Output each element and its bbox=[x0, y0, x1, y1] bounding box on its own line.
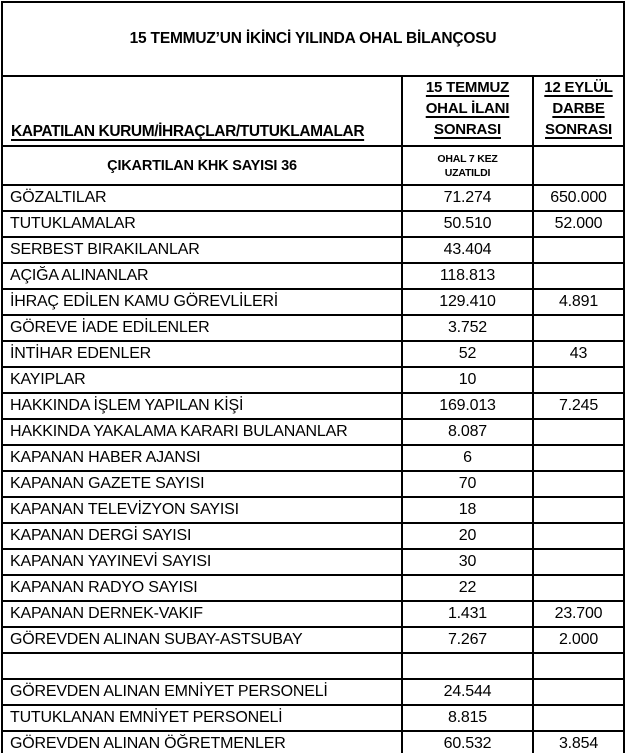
table-row bbox=[2, 237, 624, 263]
value-after-coup: 23.700 bbox=[533, 601, 624, 627]
table-row bbox=[2, 263, 624, 289]
table-row bbox=[2, 679, 624, 705]
value-after-coup bbox=[533, 497, 624, 523]
row-label: HAKKINDA İŞLEM YAPILAN KİŞİ bbox=[2, 393, 402, 419]
row-label: TUTUKLAMALAR bbox=[2, 211, 402, 237]
row-label: KAYIPLAR bbox=[2, 367, 402, 393]
header-after-ohal-line2: OHAL İLANI bbox=[425, 100, 510, 117]
table-row bbox=[2, 705, 624, 731]
row-label: İHRAÇ EDİLEN KAMU GÖREVLİLERİ bbox=[2, 289, 402, 315]
value-after-ohal: 20 bbox=[402, 523, 533, 549]
value-after-coup bbox=[533, 445, 624, 471]
table-body bbox=[2, 185, 624, 753]
value-after-ohal: 8.087 bbox=[402, 419, 533, 445]
row-label: GÖREVDEN ALINAN ÖĞRETMENLER bbox=[2, 731, 402, 753]
table-row bbox=[2, 341, 624, 367]
table-row bbox=[2, 471, 624, 497]
table-row bbox=[2, 289, 624, 315]
value-after-ohal: 10 bbox=[402, 367, 533, 393]
header-after-coup-line1: 12 EYLÜL bbox=[544, 79, 613, 96]
subheader-after-ohal-cell bbox=[402, 146, 533, 185]
value-after-coup bbox=[533, 653, 624, 679]
value-after-coup: 3.854 bbox=[533, 731, 624, 753]
row-label: KAPANAN DERNEK-VAKIF bbox=[2, 601, 402, 627]
table-row bbox=[2, 445, 624, 471]
value-after-ohal: 7.267 bbox=[402, 627, 533, 653]
value-after-coup bbox=[533, 315, 624, 341]
subheader-after-coup-cell bbox=[533, 146, 624, 185]
value-after-coup: 4.891 bbox=[533, 289, 624, 315]
value-after-ohal: 169.013 bbox=[402, 393, 533, 419]
value-after-coup: 2.000 bbox=[533, 627, 624, 653]
table-row bbox=[2, 185, 624, 211]
table-row bbox=[2, 731, 624, 753]
value-after-coup bbox=[533, 471, 624, 497]
row-label: GÖREVE İADE EDİLENLER bbox=[2, 315, 402, 341]
value-after-ohal: 129.410 bbox=[402, 289, 533, 315]
value-after-ohal: 70 bbox=[402, 471, 533, 497]
row-label: GÖREVDEN ALINAN SUBAY-ASTSUBAY bbox=[2, 627, 402, 653]
value-after-coup bbox=[533, 705, 624, 731]
row-label: KAPANAN GAZETE SAYISI bbox=[2, 471, 402, 497]
row-label: GÖREVDEN ALINAN EMNİYET PERSONELİ bbox=[2, 679, 402, 705]
subheader-ohal-line2: UZATILDI bbox=[444, 166, 491, 179]
column-header-row bbox=[2, 76, 624, 146]
table-row bbox=[2, 393, 624, 419]
table-row bbox=[2, 367, 624, 393]
row-label: KAPANAN RADYO SAYISI bbox=[2, 575, 402, 601]
value-after-ohal: 50.510 bbox=[402, 211, 533, 237]
value-after-coup bbox=[533, 549, 624, 575]
row-label: KAPANAN HABER AJANSI bbox=[2, 445, 402, 471]
table-row bbox=[2, 315, 624, 341]
value-after-coup bbox=[533, 523, 624, 549]
value-after-coup: 650.000 bbox=[533, 185, 624, 211]
value-after-ohal: 52 bbox=[402, 341, 533, 367]
subheader-label: ÇIKARTILAN KHK SAYISI 36 bbox=[2, 146, 402, 185]
table-row bbox=[2, 627, 624, 653]
value-after-coup bbox=[533, 679, 624, 705]
value-after-ohal: 1.431 bbox=[402, 601, 533, 627]
header-after-coup-cell bbox=[533, 76, 624, 146]
value-after-coup bbox=[533, 263, 624, 289]
table-head bbox=[2, 2, 624, 185]
value-after-ohal: 43.404 bbox=[402, 237, 533, 263]
row-label: TUTUKLANAN EMNİYET PERSONELİ bbox=[2, 705, 402, 731]
table-row bbox=[2, 549, 624, 575]
value-after-coup: 7.245 bbox=[533, 393, 624, 419]
value-after-ohal: 6 bbox=[402, 445, 533, 471]
row-label: KAPANAN DERGİ SAYISI bbox=[2, 523, 402, 549]
table-row bbox=[2, 601, 624, 627]
row-label: KAPANAN YAYINEVİ SAYISI bbox=[2, 549, 402, 575]
value-after-ohal: 60.532 bbox=[402, 731, 533, 753]
value-after-coup: 52.000 bbox=[533, 211, 624, 237]
value-after-coup bbox=[533, 419, 624, 445]
value-after-ohal bbox=[402, 653, 533, 679]
table-row bbox=[2, 523, 624, 549]
subheader-ohal-line1: OHAL 7 KEZ bbox=[437, 152, 498, 165]
row-label: GÖZALTILAR bbox=[2, 185, 402, 211]
header-after-coup-line2: DARBE bbox=[552, 100, 605, 117]
value-after-coup: 43 bbox=[533, 341, 624, 367]
title-row bbox=[2, 2, 624, 76]
row-label: KAPANAN TELEVİZYON SAYISI bbox=[2, 497, 402, 523]
value-after-ohal: 24.544 bbox=[402, 679, 533, 705]
value-after-ohal: 30 bbox=[402, 549, 533, 575]
table-row bbox=[2, 497, 624, 523]
value-after-ohal: 22 bbox=[402, 575, 533, 601]
ohal-balance-table bbox=[1, 1, 625, 753]
header-after-ohal-line1: 15 TEMMUZ bbox=[425, 79, 510, 96]
row-label: SERBEST BIRAKILANLAR bbox=[2, 237, 402, 263]
row-label: İNTİHAR EDENLER bbox=[2, 341, 402, 367]
row-label: HAKKINDA YAKALAMA KARARI BULANANLAR bbox=[2, 419, 402, 445]
header-row-label: KAPATILAN KURUM/İHRAÇLAR/TUTUKLAMALAR bbox=[11, 123, 365, 140]
value-after-ohal: 118.813 bbox=[402, 263, 533, 289]
value-after-coup bbox=[533, 575, 624, 601]
value-after-ohal: 71.274 bbox=[402, 185, 533, 211]
table-row bbox=[2, 211, 624, 237]
table-row bbox=[2, 419, 624, 445]
table-title: 15 TEMMUZ’UN İKİNCİ YILINDA OHAL BİLANÇOSU bbox=[2, 2, 624, 76]
header-label-cell bbox=[2, 76, 402, 146]
header-after-coup-line3: SONRASI bbox=[545, 121, 612, 138]
value-after-ohal: 8.815 bbox=[402, 705, 533, 731]
value-after-coup bbox=[533, 367, 624, 393]
table-row bbox=[2, 653, 624, 679]
value-after-coup bbox=[533, 237, 624, 263]
table-row bbox=[2, 575, 624, 601]
row-label: AÇIĞA ALINANLAR bbox=[2, 263, 402, 289]
row-label bbox=[2, 653, 402, 679]
value-after-ohal: 3.752 bbox=[402, 315, 533, 341]
header-after-ohal-cell bbox=[402, 76, 533, 146]
header-after-ohal-line3: SONRASI bbox=[434, 121, 501, 138]
subheader-row bbox=[2, 146, 624, 185]
value-after-ohal: 18 bbox=[402, 497, 533, 523]
